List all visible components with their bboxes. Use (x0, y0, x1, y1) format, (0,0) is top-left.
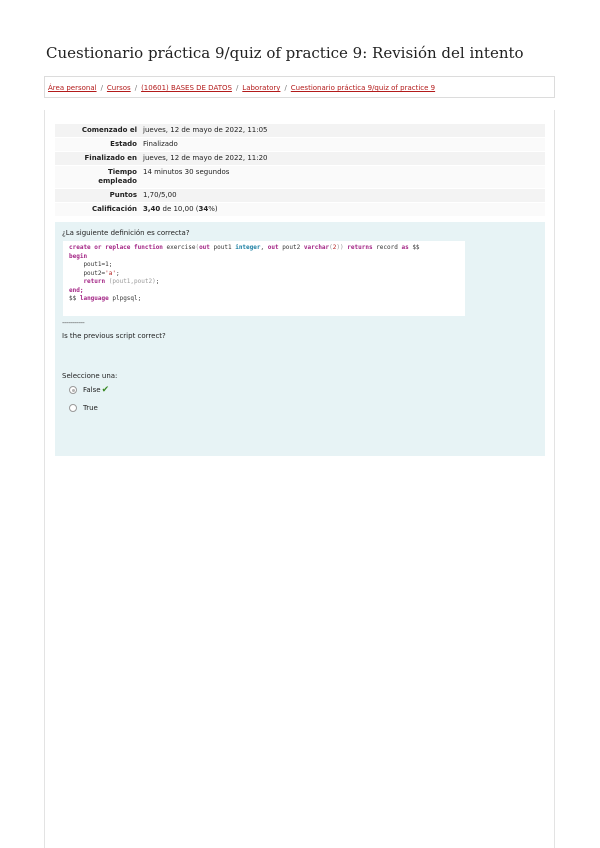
code-text: , (260, 244, 268, 251)
code-text: pout2= (69, 269, 106, 277)
code-text: plpgsql; (108, 295, 142, 302)
answer-option-false[interactable] (69, 385, 109, 395)
question-block (55, 222, 545, 456)
summary-label: Calificación (55, 203, 140, 217)
table-row (55, 166, 545, 189)
select-one-label: Seleccione una: (62, 372, 118, 380)
code-keyword: end; (69, 286, 84, 294)
code-paren: ( (329, 244, 333, 251)
table-row (55, 138, 545, 152)
main-content-frame (44, 110, 555, 848)
grade-percent: 34 (198, 205, 209, 213)
breadcrumb-item-course[interactable]: (10601) BASES DE DATOS (141, 84, 232, 92)
code-text: exercise (162, 244, 196, 251)
question-english-text: Is the previous script correct? (62, 332, 166, 340)
question-prompt: ¿La siguiente definición es correcta? (62, 229, 190, 237)
breadcrumb-separator: / (284, 84, 287, 92)
grade-percent-suffix: %) (208, 205, 218, 213)
code-keyword: as (401, 244, 409, 251)
answer-label: False (83, 386, 101, 394)
code-paren: )) (336, 244, 344, 251)
table-row (55, 124, 545, 138)
attempt-summary-table (55, 124, 545, 217)
separator-dashes: ----------- (62, 319, 85, 327)
code-keyword: out (267, 244, 279, 251)
code-keyword: returns (343, 244, 373, 251)
answer-option-true[interactable] (69, 404, 98, 412)
code-type: varchar (303, 244, 330, 251)
code-paren: (pout1,pout2) (108, 278, 156, 285)
code-string: 'a' (105, 269, 116, 277)
breadcrumb-item-laboratory[interactable]: Laboratory (242, 84, 281, 92)
breadcrumb-separator: / (100, 84, 103, 92)
grade-of-text: de 10,00 ( (160, 205, 199, 213)
summary-label: Finalizado en (55, 152, 140, 166)
breadcrumb-item-cursos[interactable]: Cursos (106, 84, 131, 92)
code-keyword: return (69, 278, 106, 285)
breadcrumb (44, 76, 555, 98)
summary-label (55, 166, 140, 189)
table-row (55, 189, 545, 203)
page-title: Cuestionario práctica 9/quiz of practice 9: Revisión del intento (46, 44, 524, 62)
code-keyword: language (79, 295, 109, 302)
summary-value: jueves, 12 de mayo de 2022, 11:20 (140, 152, 545, 166)
summary-value: Finalizado (140, 138, 545, 152)
code-keyword: create or replace function (69, 244, 163, 251)
summary-label-line1: Tiempo (107, 168, 137, 176)
code-text: $$ (408, 244, 420, 251)
table-row (55, 152, 545, 166)
summary-value: 1,70/5,00 (140, 189, 545, 203)
breadcrumb-separator: / (235, 84, 239, 92)
summary-label: Estado (55, 138, 140, 152)
code-number: 2 (332, 244, 337, 251)
code-keyword: out (199, 244, 210, 251)
table-row (55, 203, 545, 217)
code-text: ; (155, 278, 160, 285)
code-text: ; (115, 269, 120, 277)
code-text: $$ (69, 295, 80, 302)
summary-value: jueves, 12 de mayo de 2022, 11:05 (140, 124, 545, 138)
code-type: integer (235, 244, 261, 251)
code-text: pout1=1; (69, 261, 113, 268)
summary-label-line2: empleado (98, 177, 137, 185)
summary-value (140, 203, 545, 217)
summary-value: 14 minutos 30 segundos (140, 166, 545, 189)
code-text: pout2 (278, 244, 304, 251)
grade-value: 3,40 (143, 205, 161, 213)
answer-label: True (83, 404, 98, 412)
radio-button-selected[interactable] (69, 386, 77, 394)
breadcrumb-item-quiz[interactable]: Cuestionario práctica 9/quiz of practice 9 (290, 84, 436, 92)
checkmark-icon: ✔ (101, 385, 110, 395)
breadcrumb-separator: / (134, 84, 138, 92)
summary-label: Puntos (55, 189, 140, 203)
code-text: pout1 (209, 244, 236, 251)
summary-label: Comenzado el (55, 124, 140, 138)
radio-button[interactable] (69, 404, 77, 412)
code-keyword: begin (69, 252, 88, 260)
breadcrumb-item-area-personal[interactable]: Área personal (48, 84, 97, 92)
code-block (63, 241, 465, 316)
code-text: record (372, 244, 402, 251)
code-paren: ( (195, 244, 200, 251)
